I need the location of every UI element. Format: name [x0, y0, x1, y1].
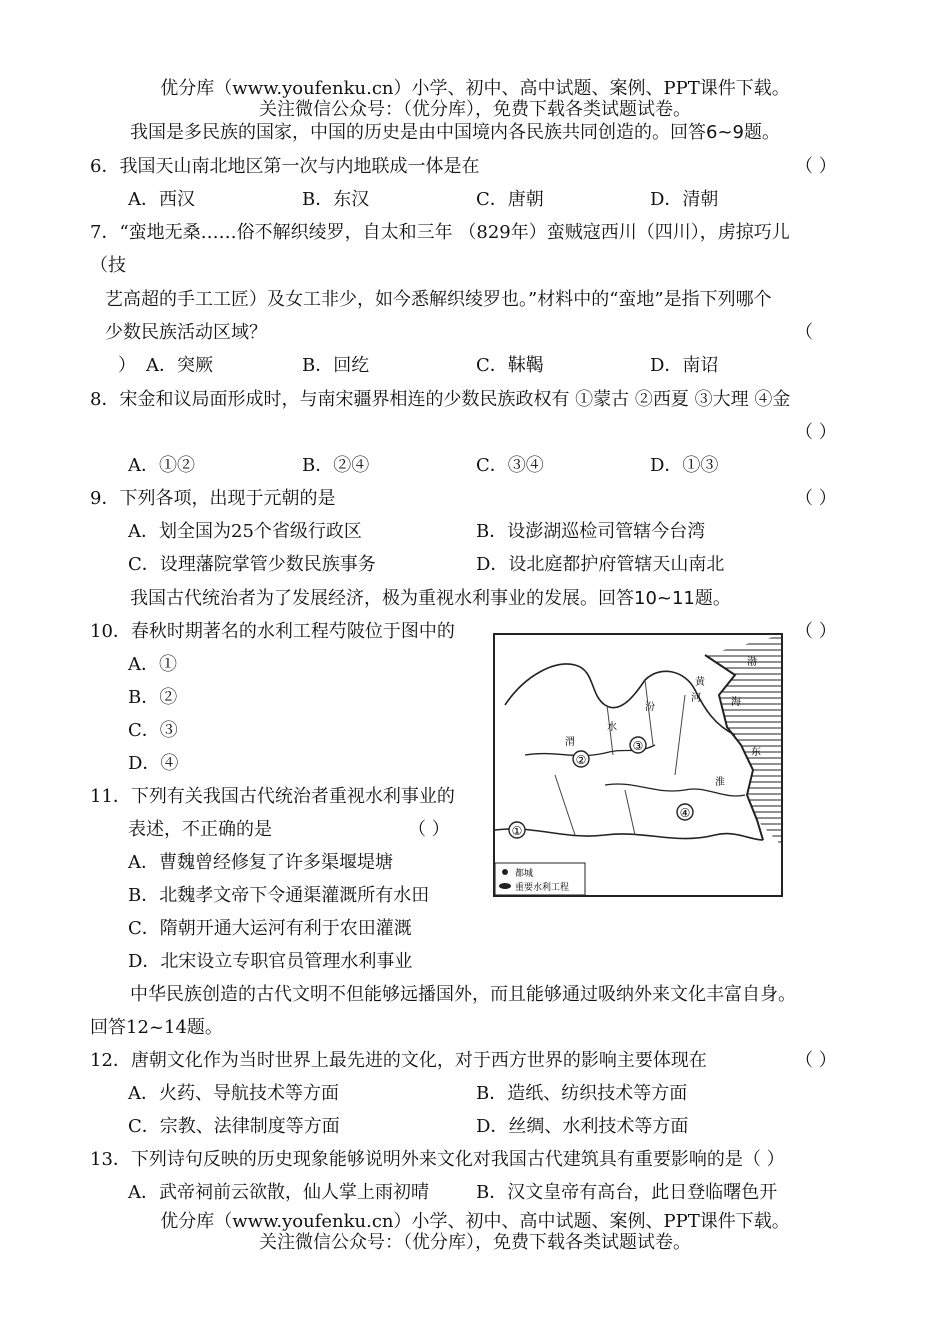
legend-project-icon	[499, 883, 511, 889]
legend-capital-icon	[502, 869, 508, 875]
q6-option-b: B．东汉	[302, 189, 370, 210]
legend-project-label: 重要水利工程	[515, 883, 570, 893]
section-intro-12-14-line2: 回答12~14题。	[90, 1017, 223, 1038]
label-dong: 东	[751, 747, 761, 758]
q7-option-b: B．回纥	[302, 355, 370, 376]
q13-option-b: B．汉文皇帝有高台，此日登临曙色开	[476, 1182, 778, 1203]
label-huai: 淮	[715, 777, 725, 788]
q9-option-a: A．划全国为25个省级行政区	[128, 521, 362, 542]
q9-option-c: C．设理藩院掌管少数民族事务	[128, 554, 376, 575]
q8-option-b: B．②④	[302, 455, 370, 476]
header-line-1: 优分库（www.youfenku.cn）小学、初中、高中试题、案例、PPT课件下载。	[160, 78, 790, 99]
question-10-stem: 10．春秋时期著名的水利工程芍陂位于图中的	[90, 621, 455, 642]
question-9-stem: 9．下列各项，出现于元朝的是	[90, 488, 336, 509]
footer-line-2: 关注微信公众号：（优分库），免费下载各类试题试卷。	[259, 1232, 691, 1253]
question-7-stem-line2: （技	[90, 255, 126, 276]
label-fen: 汾	[645, 702, 655, 713]
q11-option-c: C．隋朝开通大运河有利于农田灌溉	[128, 918, 412, 939]
q7-option-d: D．南诏	[650, 355, 719, 376]
question-7-blank-open: （	[795, 322, 813, 343]
question-11-stem-line2: 表述，不正确的是	[128, 819, 272, 840]
marker-4: ④	[679, 806, 691, 820]
legend-capital-label: 都城	[515, 869, 534, 879]
question-6-stem: 6．我国天山南北地区第一次与内地联成一体是在	[90, 156, 480, 177]
section-intro-12-14-line1: 中华民族创造的古代文明不但能够远播国外，而且能够通过吸纳外来文化丰富自身。	[130, 984, 796, 1005]
marker-3: ③	[632, 739, 644, 753]
section-intro-6-9: 我国是多民族的国家，中国的历史是由中国境内各民族共同创造的。回答6~9题。	[130, 122, 780, 143]
question-12-answer-blank: （ ）	[795, 1050, 837, 1071]
question-8-stem: 8．宋金和议局面形成时，与南宋疆界相连的少数民族政权有 ①蒙古 ②西夏 ③大理 ④金	[90, 389, 791, 410]
q10-option-c: C．③	[128, 720, 178, 741]
label-huang: 黄	[695, 677, 705, 688]
sea-area	[705, 635, 781, 845]
q10-option-a: A．①	[128, 654, 177, 675]
question-7-stem-line4: 少数民族活动区域？	[105, 322, 267, 343]
question-7-stem-line3: 艺高超的手工工匠）及女工非少，如今悉解织绫罗也。”材料中的“蛮地”是指下列哪个	[105, 289, 772, 310]
question-7-stem-line1: 7．“蛮地无桑……俗不解织绫罗，自太和三年 （829年）蛮贼寇西川（四川），虏掠巧儿	[90, 222, 790, 243]
label-he: 河	[691, 693, 701, 704]
question-13-stem: 13．下列诗句反映的历史现象能够说明外来文化对我国古代建筑具有重要影响的是（ ）	[90, 1149, 785, 1170]
q13-option-a: A．武帝祠前云欲散，仙人掌上雨初晴	[128, 1182, 429, 1203]
question-10-answer-blank: （ ）	[795, 621, 837, 642]
question-12-stem: 12．唐朝文化作为当时世界上最先进的文化，对于西方世界的影响主要体现在	[90, 1050, 707, 1071]
q12-option-a: A．火药、导航技术等方面	[128, 1083, 339, 1104]
question-11-answer-blank: （ ）	[408, 819, 450, 840]
header-line-2: 关注微信公众号：（优分库），免费下载各类试题试卷。	[259, 99, 691, 120]
q8-option-d: D．①③	[650, 455, 719, 476]
water-projects-map	[493, 633, 783, 897]
q12-option-c: C．宗教、法律制度等方面	[128, 1116, 340, 1137]
q6-option-c: C．唐朝	[476, 189, 544, 210]
marker-2: ②	[575, 753, 587, 767]
question-7-blank-close: ）	[118, 355, 136, 376]
q10-option-b: B．②	[128, 687, 178, 708]
q11-option-a: A．曹魏曾经修复了许多渠堰堤塘	[128, 852, 393, 873]
label-hai: 海	[731, 697, 741, 708]
q9-option-d: D．设北庭都护府管辖天山南北	[476, 554, 725, 575]
q12-option-b: B．造纸、纺织技术等方面	[476, 1083, 688, 1104]
question-11-stem-line1: 11．下列有关我国古代统治者重视水利事业的	[90, 786, 455, 807]
question-8-answer-blank: （ ）	[795, 422, 837, 443]
section-intro-10-11: 我国古代统治者为了发展经济，极为重视水利事业的发展。回答10~11题。	[130, 588, 731, 609]
q10-option-d: D．④	[128, 753, 179, 774]
q11-option-b: B．北魏孝文帝下令通渠灌溉所有水田	[128, 885, 430, 906]
yangtze-river-path	[495, 829, 763, 840]
q8-option-a: A．①②	[128, 455, 195, 476]
label-shui: 水	[607, 722, 617, 733]
q12-option-d: D．丝绸、水利技术等方面	[476, 1116, 689, 1137]
q7-option-a: A．突厥	[146, 355, 213, 376]
marker-1: ①	[511, 824, 523, 838]
footer-line-1: 优分库（www.youfenku.cn）小学、初中、高中试题、案例、PPT课件下载。	[160, 1211, 790, 1232]
q7-option-c: C．靺鞨	[476, 355, 544, 376]
q6-option-d: D．清朝	[650, 189, 719, 210]
question-6-answer-blank: （ ）	[795, 156, 837, 177]
question-9-answer-blank: （ ）	[795, 488, 837, 509]
label-bo: 渤	[747, 657, 757, 668]
q8-option-c: C．③④	[476, 455, 544, 476]
q6-option-a: A．西汉	[128, 189, 195, 210]
label-wei: 渭	[565, 737, 575, 748]
q11-option-d: D．北宋设立专职官员管理水利事业	[128, 951, 413, 972]
q9-option-b: B．设澎湖巡检司管辖今台湾	[476, 521, 706, 542]
